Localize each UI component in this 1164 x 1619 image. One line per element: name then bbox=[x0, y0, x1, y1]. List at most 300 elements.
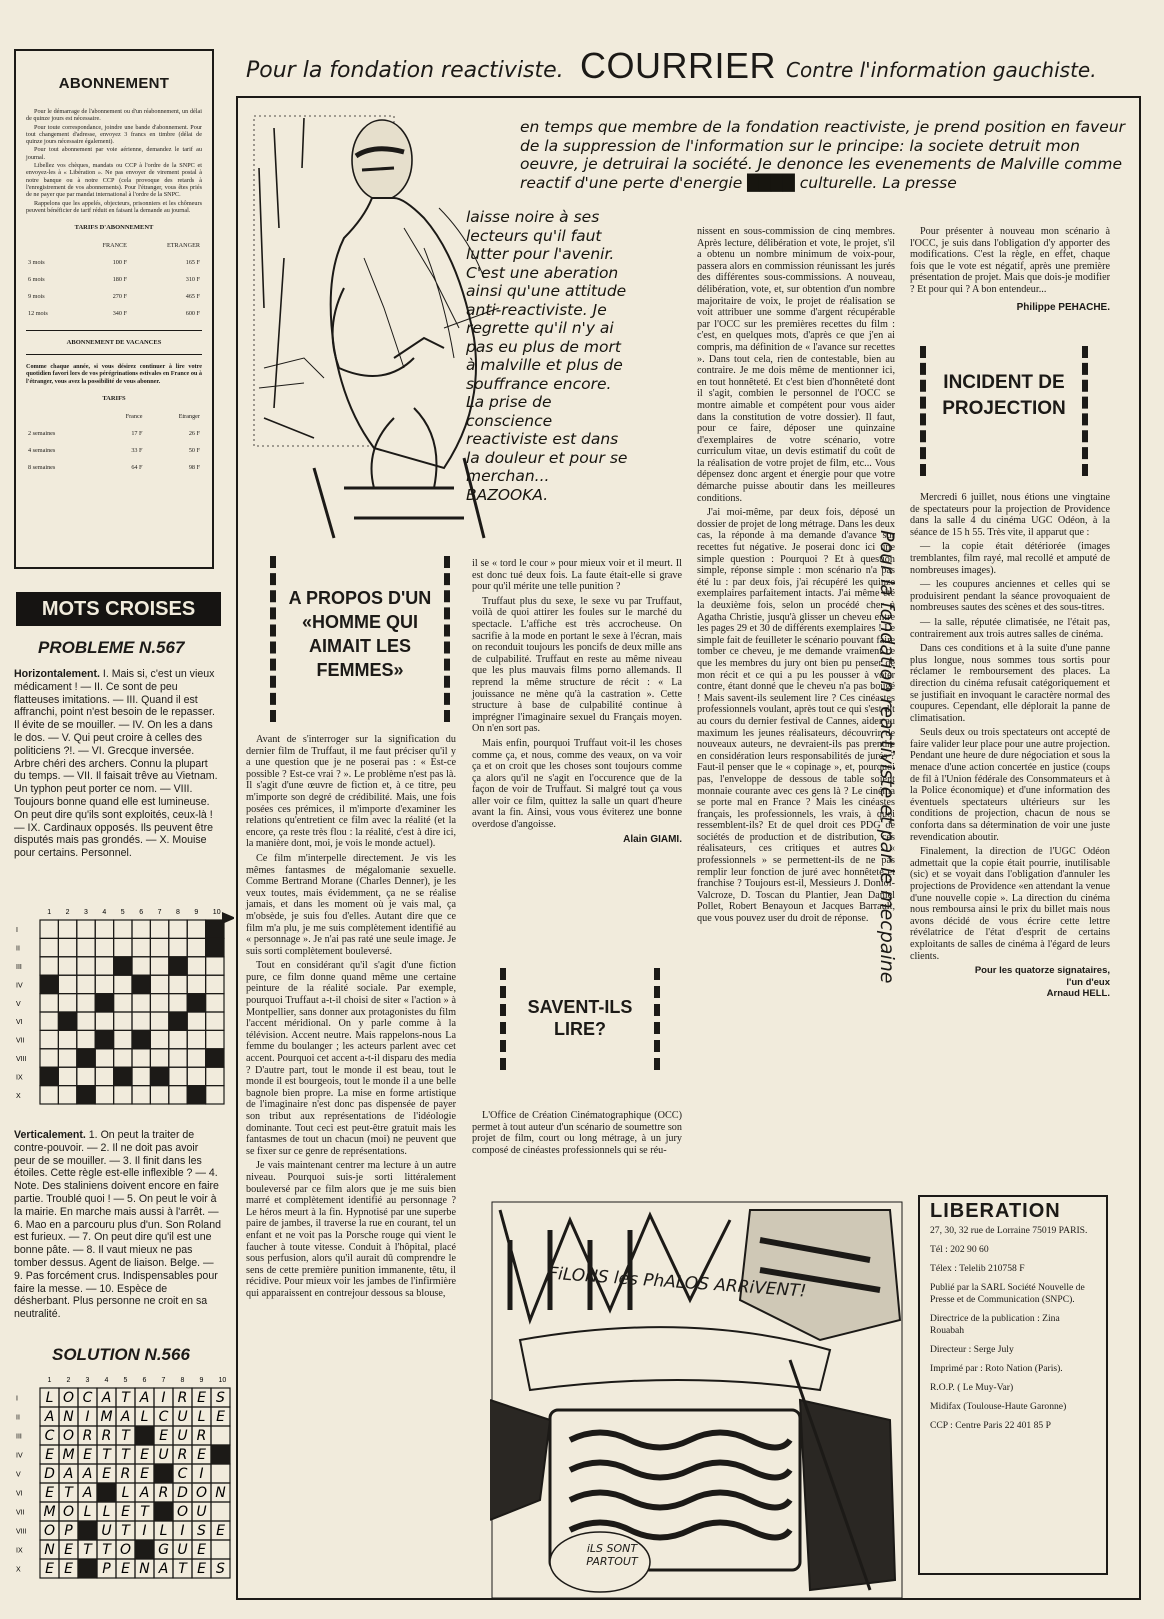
grid-black-cell bbox=[97, 1483, 116, 1502]
handwritten-letter-top: en temps que membre de la fondation reactiviste, je prend position en faveur de la suppression de l'information sur le principe: la societe detruit mon oeuvre, je detruirai la société. Je denonce les evenements de Malville comme reactif d'une perte d'energie ████ culturelle. La presse bbox=[520, 118, 1126, 192]
solution-letter: O bbox=[62, 1428, 75, 1444]
solution-letter: T bbox=[102, 1447, 111, 1463]
solution-letter: D bbox=[44, 1466, 55, 1482]
grid-cell bbox=[169, 1067, 187, 1085]
grid-black-cell bbox=[114, 957, 132, 975]
grid-cell bbox=[150, 975, 168, 993]
table-cell: France bbox=[125, 413, 143, 421]
grid-black-cell bbox=[169, 957, 187, 975]
article1-signature: Alain GIAMI. bbox=[623, 833, 682, 845]
solution-letter: M bbox=[100, 1409, 113, 1425]
grid-cell bbox=[95, 1012, 113, 1030]
article-paragraph: Ce film m'interpelle directement. Je vis les mêmes fantasmes de mégalomanie sexuelle. Comme Bertrand Morane (Charles Denner), je les veux toutes, mais évidemment, ça ne se réalise jamais, et dans les moment où je vais mal, ça m'obsède, je suis fou d'elles. Autant dire que ce film m'a plu, je me suis complètement identifié au « personnage ». Je n'ai pas raté une seule image. Je suis sorti complètement bouleversé. bbox=[246, 852, 456, 957]
grid-black-cell bbox=[132, 975, 150, 993]
table-cell: 9 mois bbox=[28, 293, 45, 301]
solution-letter: E bbox=[45, 1485, 54, 1501]
solution-letter: O bbox=[62, 1504, 75, 1520]
solution-letter: I bbox=[142, 1523, 147, 1539]
solution-letter: T bbox=[102, 1542, 111, 1558]
mots-croises-banner: MOTS CROISES bbox=[16, 592, 221, 626]
article-paragraph: — la copie était détériorée (images tremblantes, film rayé, mal recollé et amputé de nombreuses images). bbox=[910, 541, 1110, 576]
grid-cell bbox=[150, 938, 168, 956]
liberation-box bbox=[918, 1195, 1108, 1575]
grid-cell bbox=[150, 957, 168, 975]
grid-col-number: 1 bbox=[47, 909, 52, 916]
solution-letter: D bbox=[177, 1485, 188, 1501]
grid-row-number: IV bbox=[16, 982, 23, 990]
solution-letter: E bbox=[197, 1390, 206, 1406]
solution-letter: A bbox=[158, 1561, 169, 1577]
grid-cell bbox=[40, 957, 58, 975]
horizontal-clues bbox=[14, 668, 222, 860]
handwritten-vertical: Pour la fondation reactiviste et par le mecpaine bbox=[876, 530, 898, 984]
solution-letter: M bbox=[62, 1447, 75, 1463]
solution-letter: M bbox=[43, 1504, 56, 1520]
grid-cell bbox=[211, 1426, 230, 1445]
grid-cell bbox=[187, 1012, 205, 1030]
grid-cell bbox=[169, 1030, 187, 1048]
table-cell bbox=[26, 237, 73, 254]
grid-cell bbox=[77, 975, 95, 993]
grid-cell bbox=[169, 975, 187, 993]
solution-letter: U bbox=[177, 1409, 188, 1425]
table-cell: 600 F bbox=[185, 310, 200, 318]
grid-row-number: III bbox=[16, 964, 22, 971]
article-paragraph: il se « tord le cour » pour mieux voir et il meurt. Il est donc tué deux fois. La faute était-elle si grave pour qu'il mérite une telle punition ? bbox=[472, 558, 682, 593]
grid-cell bbox=[206, 957, 224, 975]
grid-cell bbox=[114, 994, 132, 1012]
grid-row-number: II bbox=[16, 1414, 20, 1422]
grid-cell bbox=[132, 1067, 150, 1085]
article2-signature: Philippe PEHACHE. bbox=[1016, 301, 1110, 313]
grid-row-number: VIII bbox=[16, 1528, 27, 1536]
grid-cell bbox=[206, 975, 224, 993]
solution-letter: R bbox=[177, 1447, 188, 1463]
grid-cell bbox=[114, 1012, 132, 1030]
grid-black-cell bbox=[40, 1067, 58, 1085]
grid-black-cell bbox=[169, 1012, 187, 1030]
article-paragraph: Pour présenter à nouveau mon scénario à l'OCC, je suis dans l'obligation d'y apporter des modifications. C'est la règle, en effet, chaque fois que le vote est négatif, après une première présentation de projet. Mais que dois-je modifier ? Et pour qui ? A bon entendeur... bbox=[910, 226, 1110, 295]
vertical-text: 1. On peut la traiter de contre-pouvoir. — 2. Il ne doit pas avoir peur de se mouiller. — 3. Il finit dans les étoiles. Cette règle est-elle inflexible ? — 4. Note. Des staliniens doivent encore en faire partie. Troublé quoi ! — 5. On peut le voir à la mairie. En marche mais aussi à l'arrêt. — 6. Mao en a parcouru plus d'un. Son Roland est furieux. — 7. On peut dire qu'il est une bonne pâte. — 8. Il vaut mieux ne pas tomber dessus. Agent de liaison. Belge. — 9. Pas forcément crus. Indispensables pour faire la messe. — 10. Espèce de désherbant. Plus personne ne croit en sa neutralité. bbox=[14, 1129, 221, 1321]
table-cell: 310 F bbox=[185, 276, 200, 284]
table-cell: 270 F bbox=[112, 293, 127, 301]
grid-black-cell bbox=[206, 920, 224, 938]
grid-black-cell bbox=[135, 1540, 154, 1559]
solution-letter: E bbox=[197, 1447, 206, 1463]
grid-black-cell bbox=[187, 994, 205, 1012]
solution-letter: A bbox=[120, 1409, 131, 1425]
article-paragraph: Tout en considérant qu'il s'agit d'une fiction pure, ce film donne quand même une certaine peinture de la réalité sociale. Par exemple, pourquoi Truffaut a-t-il choisi de siter « l'action » à Montpellier, sans donner aux protagonistes du film l'accent méridional. On y parle comme à la télévision. Accent neutre. Mais rappelons-nous La femme du boulanger ; les acteurs parlent avec cet accent. Pourquoi cet accent a-t-il disparu des media ? D'autre part, tout le monde il est beau, tout le monde il est bourgeois, tout le monde il a une belle bagnole bien propre. La mise en forme artistique de l'imaginaire n'est donc pas dispensée de payer son tribut aux représentations de l'idéologie dominante. Tout ceci est peut-être gratuit mais les fantasmes de tout un chacun (moi) ne peuvent que se fixer sur ce genre de représentations. bbox=[246, 960, 456, 1157]
solution-letter: E bbox=[121, 1561, 130, 1577]
grid-row-number: II bbox=[16, 945, 20, 953]
table-cell: 100 F bbox=[112, 259, 127, 267]
abonnement-para: Rappelons que les appelés, objecteurs, prisonniers et les chômeurs peuvent bénéficier de tarif réduit en faisant la demande au journal. bbox=[26, 199, 202, 214]
solution-letter: R bbox=[177, 1390, 188, 1406]
grid-cell bbox=[77, 1030, 95, 1048]
solution-letter: I bbox=[199, 1466, 204, 1482]
table-cell: 3 mois bbox=[28, 259, 45, 267]
grid-cell bbox=[95, 1049, 113, 1067]
grid-cell bbox=[150, 1049, 168, 1067]
table-cell: FRANCE bbox=[102, 242, 127, 250]
solution-letter: O bbox=[176, 1504, 189, 1520]
page-title: COURRIER bbox=[580, 45, 777, 86]
grid-cell bbox=[77, 994, 95, 1012]
grid-cell bbox=[187, 957, 205, 975]
grid-cell bbox=[95, 975, 113, 993]
solution-letter: O bbox=[62, 1390, 75, 1406]
solution-letter: C bbox=[177, 1466, 188, 1482]
grid-cell bbox=[77, 957, 95, 975]
grid-cell bbox=[114, 920, 132, 938]
grid-col-number: 5 bbox=[123, 1377, 128, 1384]
table-cell: 465 F bbox=[185, 293, 200, 301]
solution-letter: C bbox=[44, 1428, 55, 1444]
grid-black-cell bbox=[135, 1426, 154, 1445]
solution-letter: E bbox=[197, 1542, 206, 1558]
solution-letter: T bbox=[140, 1504, 149, 1520]
solution-letter: L bbox=[45, 1390, 54, 1406]
solution-grid bbox=[14, 1368, 234, 1604]
grid-black-cell bbox=[150, 1067, 168, 1085]
solution-letter: E bbox=[159, 1428, 168, 1444]
grid-black-cell bbox=[77, 1086, 95, 1104]
abonnement-text bbox=[26, 108, 202, 214]
solution-letter: L bbox=[197, 1409, 206, 1425]
solution-letter: T bbox=[64, 1485, 73, 1501]
liberation-imprime: Imprimé par : Roto Nation (Paris). bbox=[930, 1363, 1063, 1374]
solution-letter: G bbox=[158, 1542, 169, 1558]
grid-black-cell bbox=[154, 1464, 173, 1483]
grid-cell bbox=[206, 1012, 224, 1030]
article2-intro bbox=[472, 1110, 682, 1159]
vacances-text: Comme chaque année, si vous désirez continuer à lire votre quotidien favori lors de vos pérégrinations estivales en France ou à l'étranger, vous avez la possibilité de vous abonner. bbox=[26, 363, 202, 385]
article-paragraph: Dans ces conditions et à la suite d'une panne plus longue, nous sommes tous sortis pour réclamer le remboursement des places. La direction du cinéma refusait catégoriquement et se justifiait en invoquant le caractère normal des coupures. Cependant, elle déplorait la panne de climatisation. bbox=[910, 643, 1110, 724]
table-cell: 6 mois bbox=[28, 276, 45, 284]
grid-cell bbox=[95, 957, 113, 975]
grid-cell bbox=[206, 1067, 224, 1085]
abonnement-box bbox=[14, 49, 214, 569]
solution-letter: T bbox=[83, 1542, 92, 1558]
grid-cell bbox=[187, 1049, 205, 1067]
cartoon-speech-bubble: FiLONS les PhALOS ARRiVENT! bbox=[547, 1263, 808, 1302]
solution-letter: U bbox=[177, 1542, 188, 1558]
arrow-icon bbox=[222, 912, 234, 924]
solution-letter: R bbox=[196, 1428, 207, 1444]
liberation-address: 27, 30, 32 rue de Lorraine 75019 PARIS. bbox=[930, 1225, 1088, 1236]
grid-row-number: VIII bbox=[16, 1056, 27, 1063]
grid-cell bbox=[95, 1067, 113, 1085]
solution-title: SOLUTION N.566 bbox=[52, 1345, 190, 1364]
grid-row-number: VII bbox=[16, 1509, 25, 1517]
grid-cell bbox=[211, 1502, 230, 1521]
article-paragraph: Je vais maintenant centrer ma lecture à un autre niveau. Pourquoi suis-je sorti littéralement bouleversé par ce film alors que je me suis bien marré et complètement identifié au personnage ? Le héros meurt à la fin. Hypnotisé par une superbe paire de jambes, il traverse la rue en courant, tel un enfant et ne voit pas la Porsche rouge qui vient le faucher à toute vitesse. Conduit à l'hôpital, placé sous perfusion, alors qu'il aurait dû comprendre le sens de cette première punition immanente, têtu, il récidive. Pour mieux voir les jambes de l'infirmière qui apparaissent en contrejour dessous sa blouse, bbox=[246, 1160, 456, 1299]
grid-col-number: 6 bbox=[139, 909, 144, 916]
grid-cell bbox=[132, 994, 150, 1012]
grid-row-number: VI bbox=[16, 1490, 23, 1498]
grid-black-cell bbox=[78, 1521, 97, 1540]
grid-cell bbox=[169, 1086, 187, 1104]
tarifs-title: TARIFS D'ABONNEMENT bbox=[74, 224, 154, 232]
grid-cell bbox=[114, 1049, 132, 1067]
cartoon-illustration bbox=[490, 1200, 904, 1600]
grid-row-number: VII bbox=[16, 1037, 25, 1045]
abonnement-para: Libellez vos chèques, mandats ou CCP à l'ordre de la SNPC et envoyez-les à « Libération ». Ne pas envoyer de virement postal à notre banque ou à notre CCP (cela provoque des retards à l'enregistrement de vos abonnements). Pour l'étranger, vous êtes priés de ne payer que par mandat international à l'ordre de la SNPC. bbox=[26, 162, 202, 199]
table-cell: 8 semaines bbox=[28, 464, 56, 472]
tarifs-head-row bbox=[26, 237, 202, 254]
grid-cell bbox=[114, 1086, 132, 1104]
article-paragraph: Seuls deux ou trois spectateurs ont accepté de faire valider leur place pour une autre projection. Pendant une heure de dure négociation et sous la menace d'une action concertée en justice (coups de fil à l'Union fédérale des Consommateurs et à la Police économique) et d'une information des éventuels spectateurs ultérieurs sur les conditions de projection, chacun de nous se conforta dans sa détermination de voir une juste revendication aboutir. bbox=[910, 727, 1110, 843]
grid-col-number: 9 bbox=[199, 1377, 204, 1384]
solution-letter: A bbox=[101, 1390, 112, 1406]
solution-letter: E bbox=[140, 1447, 149, 1463]
liberation-ccp: CCP : Centre Paris 22 401 85 P bbox=[930, 1420, 1051, 1431]
solution-letter: E bbox=[64, 1542, 73, 1558]
grid-black-cell bbox=[78, 1559, 97, 1578]
vacances-title: ABONNEMENT DE VACANCES bbox=[66, 339, 162, 347]
solution-letter: E bbox=[102, 1466, 111, 1482]
solution-letter: E bbox=[216, 1409, 225, 1425]
solution-letter: O bbox=[119, 1542, 132, 1558]
solution-letter: E bbox=[64, 1561, 73, 1577]
grid-col-number: 3 bbox=[84, 909, 88, 916]
table-row bbox=[26, 425, 202, 442]
solution-letter: R bbox=[101, 1428, 112, 1444]
solution-letter: C bbox=[82, 1390, 93, 1406]
grid-black-cell bbox=[95, 994, 113, 1012]
grid-col-number: 6 bbox=[142, 1377, 147, 1384]
grid-cell bbox=[58, 1086, 76, 1104]
grid-col-number: 10 bbox=[212, 909, 221, 916]
table-cell: 98 F bbox=[188, 464, 200, 472]
abonnement-para: Pour le démarrage de l'abonnement ou d'un réabonnement, un délai de quinze jours est nécessaire. bbox=[26, 108, 202, 123]
table-cell: 64 F bbox=[131, 464, 143, 472]
article-paragraph: L'Office de Création Cinématographique (OCC) permet à tout auteur d'un scénario de soumettre son projet de film, court ou long métrage, à un jury composé de cinéastes professionnels qui se réu- bbox=[472, 1110, 682, 1156]
article2-column4 bbox=[910, 226, 1110, 316]
grid-cell bbox=[187, 1030, 205, 1048]
liberation-publisher: Publié par la SARL Société Nouvelle de Presse et de Communication (SNPC). bbox=[930, 1282, 1085, 1305]
grid-cell bbox=[58, 938, 76, 956]
grid-black-cell bbox=[77, 1049, 95, 1067]
table-cell bbox=[26, 408, 97, 425]
grid-col-number: 10 bbox=[218, 1377, 227, 1384]
solution-letter: L bbox=[140, 1409, 149, 1425]
grid-cell bbox=[77, 1067, 95, 1085]
grid-cell bbox=[187, 920, 205, 938]
grid-cell bbox=[211, 1464, 230, 1483]
grid-cell bbox=[150, 920, 168, 938]
article-paragraph: Finalement, la direction de l'UGC Odéon admettait que la copie était pourrie, inutilisable (sic) et se voyait dans l'obligation d'annuler les projections de Providence «en attendant la venue d'une nouvelle copie ». La direction du cinéma nous remboursa ainsi le prix du billet mais nous avons décidé de vous écrire cette lettre révélatrice de l'état d'esprit de certains exploitants de salles de cinéma à l'égard de leurs clients. bbox=[910, 846, 1110, 962]
article-paragraph: Truffaut plus du sexe, le sexe vu par Truffaut, voilà de quoi attirer les foules sur le marché du spectacle. L'affiche est très accrocheuse. On sacrifie à la mode en portant le sexe à l'écran, mais on reconduit toujours les poncifs de deux mille ans de culpabilité. Truffaut en reste au même niveau que les plus mauvais films porno allemands. Il reprend la même structure de récit : « La jouissance ne mène qu'à la castration ». Cette structure à base de culpabilité continue à imprégner l'imaginaire sexuel du Français moyen. On n'en sort pas. bbox=[472, 595, 682, 735]
table-cell: ETRANGER bbox=[167, 242, 200, 250]
grid-cell bbox=[169, 994, 187, 1012]
grid-cell bbox=[58, 1067, 76, 1085]
solution-letter: T bbox=[121, 1523, 130, 1539]
grid-col-number: 9 bbox=[194, 909, 199, 916]
crossword-grid bbox=[14, 898, 234, 1116]
article3-title: INCIDENT DE PROJECTION bbox=[920, 346, 1088, 476]
vertical-label: Verticalement. bbox=[14, 1129, 86, 1141]
article3-signature-line3: Arnaud HELL. bbox=[1046, 988, 1110, 1000]
solution-letter: I bbox=[180, 1523, 185, 1539]
solution-letter: L bbox=[102, 1504, 111, 1520]
grid-cell bbox=[95, 920, 113, 938]
grid-cell bbox=[114, 975, 132, 993]
grid-cell bbox=[40, 1049, 58, 1067]
grid-row-number: V bbox=[16, 1000, 21, 1008]
solution-letter: E bbox=[45, 1447, 54, 1463]
solution-letter: E bbox=[140, 1466, 149, 1482]
grid-cell bbox=[132, 938, 150, 956]
grid-col-number: 2 bbox=[66, 1377, 71, 1384]
liberation-directeur: Directeur : Serge July bbox=[930, 1344, 1014, 1355]
grid-col-number: 1 bbox=[47, 1377, 52, 1384]
horizontal-text: I. Mais si, c'est un vieux médicament ! — II. Ce sont de peu flatteuses imitations. — III. Quand il est affranchi, point n'est besoin de le repasser. Il évite de se mouiller. — IV. On les a dans le dos. — V. Qui peut croire à celles des politiciens ?!. — VI. Grecque inversée. Arbre chéri des archers. Connu la plupart du temps. — VII. Il faisait trêve au Vietnam. Un typhon peut porter ce nom. — VIII. Toujours bonne quand elle est lumineuse. On peut dire qu'ils sont exploités, ceux-là ! — IX. Cardinaux opposés. Ils peuvent être disputés mais pas grondés. — X. Mouise pour certains. Personnel. bbox=[14, 668, 218, 860]
grid-col-number: 8 bbox=[176, 909, 180, 916]
divider bbox=[26, 354, 202, 355]
table-cell: 33 F bbox=[131, 447, 143, 455]
grid-cell bbox=[58, 975, 76, 993]
grid-cell bbox=[132, 957, 150, 975]
liberation-midifax: Midifax (Toulouse-Haute Garonne) bbox=[930, 1401, 1067, 1412]
solution-letter: A bbox=[82, 1485, 93, 1501]
grid-row-number: V bbox=[16, 1471, 21, 1479]
grid-col-number: 3 bbox=[85, 1377, 90, 1384]
article1-column2 bbox=[472, 558, 682, 848]
divider bbox=[26, 330, 202, 331]
grid-cell bbox=[169, 1049, 187, 1067]
table-cell: 26 F bbox=[188, 430, 200, 438]
solution-letter: U bbox=[177, 1428, 188, 1444]
abonnement-para: Pour toute correspondance, joindre une bande d'abonnement. Pour tout changement d'adresse, envoyez 3 francs en timbre (délai de quinze jours nécessaire également). bbox=[26, 123, 202, 146]
grid-row-number: IX bbox=[16, 1547, 23, 1555]
solution-letter: A bbox=[139, 1485, 150, 1501]
tarifs2-title: TARIFS bbox=[102, 395, 126, 403]
grid-cell bbox=[40, 938, 58, 956]
grid-cell bbox=[150, 1012, 168, 1030]
article3-body bbox=[910, 492, 1110, 1000]
solution-letter: I bbox=[85, 1409, 90, 1425]
grid-col-number: 7 bbox=[161, 1377, 166, 1384]
grid-black-cell bbox=[132, 1030, 150, 1048]
solution-letter: S bbox=[216, 1390, 225, 1406]
liberation-tel: Tél : 202 90 60 bbox=[930, 1244, 989, 1255]
cartoon-caption: iLS SONT PARTOUT bbox=[586, 1542, 638, 1568]
grid-black-cell bbox=[206, 938, 224, 956]
grid-cell bbox=[40, 1030, 58, 1048]
tarifs2-head-row bbox=[26, 408, 202, 425]
grid-col-number: 4 bbox=[102, 909, 107, 916]
table-row bbox=[26, 271, 202, 288]
solution-letter: S bbox=[216, 1561, 225, 1577]
table-cell: Etranger bbox=[178, 413, 200, 421]
table-cell: 2 semaines bbox=[28, 430, 56, 438]
grid-cell bbox=[95, 938, 113, 956]
table-row bbox=[26, 288, 202, 305]
grid-col-number: 7 bbox=[157, 909, 162, 916]
grid-cell bbox=[206, 1086, 224, 1104]
liberation-directrice: Directrice de la publication : Zina Rouabah bbox=[930, 1313, 1060, 1336]
solution-letter: R bbox=[120, 1466, 131, 1482]
grid-cell bbox=[58, 957, 76, 975]
grid-black-cell bbox=[58, 1012, 76, 1030]
grid-row-number: X bbox=[16, 1092, 21, 1100]
solution-letter: R bbox=[82, 1428, 93, 1444]
table-cell: 50 F bbox=[188, 447, 200, 455]
grid-cell bbox=[58, 994, 76, 1012]
grid-cell bbox=[150, 1030, 168, 1048]
grid-cell bbox=[150, 1086, 168, 1104]
article2-title: SAVENT-ILS LIRE? bbox=[500, 968, 660, 1070]
tarifs-table bbox=[26, 237, 202, 322]
liberation-logo: LIBERATION bbox=[930, 1200, 1061, 1222]
solution-letter: A bbox=[82, 1466, 93, 1482]
solution-letter: O bbox=[195, 1485, 208, 1501]
grid-black-cell bbox=[211, 1445, 230, 1464]
grid-cell bbox=[132, 1086, 150, 1104]
grid-col-number: 2 bbox=[65, 909, 70, 916]
solution-letter: U bbox=[196, 1504, 207, 1520]
header-right-handwritten: Contre l'information gauchiste. bbox=[786, 58, 1097, 82]
grid-cell bbox=[40, 1086, 58, 1104]
article-paragraph: — la salle, réputée climatisée, ne l'était pas, contrairement aux trois autres salles de cinéma. bbox=[910, 616, 1110, 640]
solution-letter: I bbox=[161, 1390, 166, 1406]
solution-letter: C bbox=[158, 1409, 169, 1425]
grid-col-number: 5 bbox=[120, 909, 125, 916]
article-paragraph: Mais enfin, pourquoi Truffaut voit-il les choses comme ça, et nous, comme des veaux, on va voir ça et on croit que les choses sont toujours comme ça alors qu'il ne s'agit en l'occurence que de la façon de voir de Truffaut. Si malgré tout ça vous aller voir ce film, quittez la salle un quart d'heure avant la fin. Ainsi, vous vous éviterez une bonne overdose d'angoisse. bbox=[472, 737, 682, 831]
table-cell: 4 semaines bbox=[28, 447, 56, 455]
grid-black-cell bbox=[95, 1030, 113, 1048]
solution-letter: E bbox=[197, 1561, 206, 1577]
grid-col-number: 4 bbox=[104, 1377, 109, 1384]
grid-cell bbox=[206, 1030, 224, 1048]
solution-letter: L bbox=[159, 1523, 168, 1539]
grid-row-number: IV bbox=[16, 1452, 23, 1460]
grid-row-number: I bbox=[16, 927, 18, 935]
header-left-handwritten: Pour la fondation reactiviste. bbox=[246, 58, 564, 83]
grid-row-number: I bbox=[16, 1395, 18, 1403]
solution-letter: T bbox=[121, 1390, 130, 1406]
grid-row-number: III bbox=[16, 1433, 22, 1441]
solution-letter: S bbox=[197, 1523, 206, 1539]
tarifs2-table bbox=[26, 408, 202, 476]
grid-cell bbox=[169, 938, 187, 956]
table-row bbox=[26, 459, 202, 476]
grid-cell bbox=[206, 994, 224, 1012]
solution-letter: A bbox=[63, 1466, 74, 1482]
table-cell: 17 F bbox=[131, 430, 143, 438]
grid-cell bbox=[95, 1086, 113, 1104]
solution-letter: P bbox=[102, 1561, 111, 1577]
grid-black-cell bbox=[114, 1067, 132, 1085]
grid-cell bbox=[187, 1067, 205, 1085]
grid-black-cell bbox=[206, 1049, 224, 1067]
article1-title: A PROPOS D'UN «HOMME QUI AIMAIT LES FEMMES» bbox=[270, 556, 450, 722]
solution-letter: P bbox=[64, 1523, 73, 1539]
grid-col-number: 8 bbox=[180, 1377, 185, 1384]
solution-letter: R bbox=[158, 1485, 169, 1501]
probleme-title: PROBLEME N.567 bbox=[38, 638, 185, 657]
grid-cell bbox=[77, 1012, 95, 1030]
article3-signature-line2: l'un d'eux bbox=[1066, 976, 1110, 988]
grid-cell bbox=[132, 1012, 150, 1030]
solution-letter: N bbox=[215, 1485, 226, 1501]
solution-letter: T bbox=[121, 1447, 130, 1463]
solution-letter: L bbox=[121, 1485, 130, 1501]
article-paragraph: — les coupures anciennes et celles qui se produisirent pendant la séance provoquaient de nombreuses sautes des scènes et des sous-titres. bbox=[910, 579, 1110, 614]
grid-black-cell bbox=[187, 1086, 205, 1104]
handwritten-letter-side: laisse noire à ses lecteurs qu'il faut lutter pour l'avenir. C'est une aberation ainsi qu'une attitude anti-reactiviste. Je regrette qu'il n'y ai pas eu plus de mort à malville et plus de souffrance encore. La prise de conscience reactiviste est dans la douleur et pour se merchan... BAZOOKA. bbox=[466, 208, 628, 504]
